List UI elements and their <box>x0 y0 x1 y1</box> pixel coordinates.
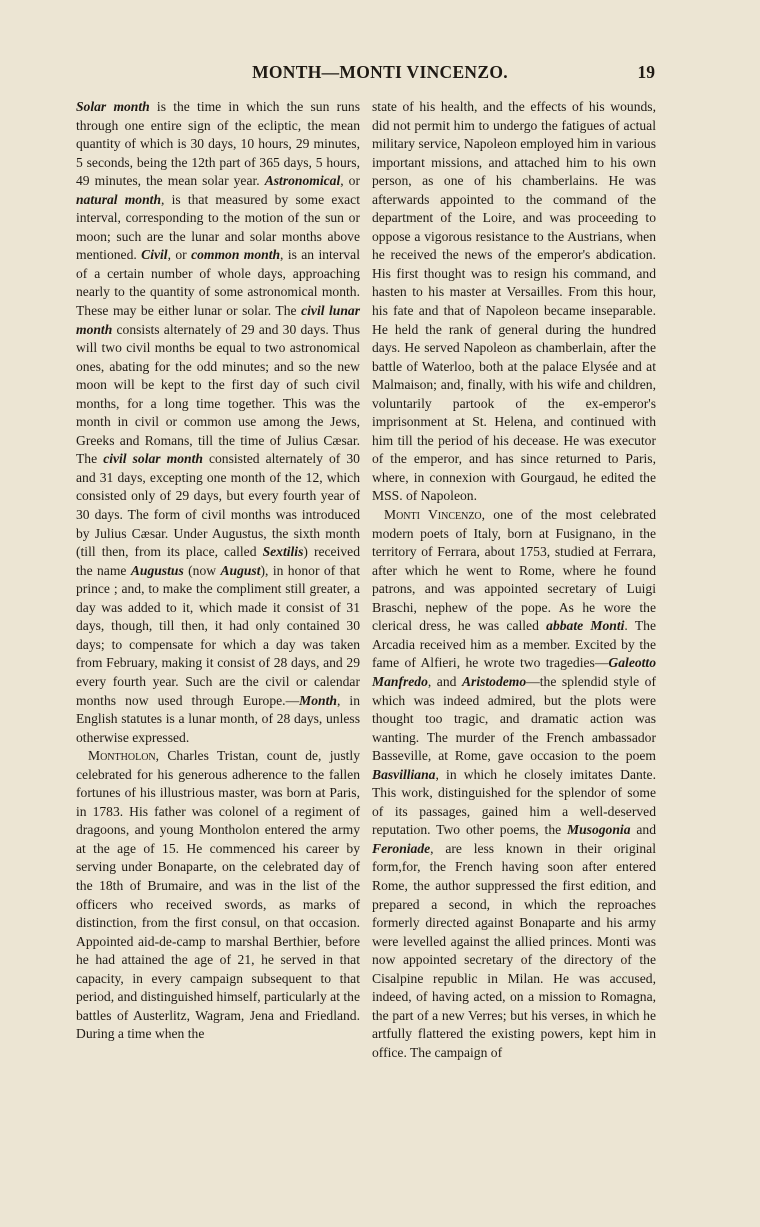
term-civil-solar-month: civil solar month <box>103 451 203 467</box>
text-run: , or <box>340 173 360 189</box>
entry-montholon-continued <box>372 98 656 506</box>
term-natural-month: natural month <box>76 191 162 207</box>
term-august: August <box>220 562 261 578</box>
running-title: MONTH—MONTI VINCENZO. <box>252 62 508 82</box>
entry-monti-vincenzo <box>372 506 656 1062</box>
text-run: (now <box>183 562 221 578</box>
entry-montholon <box>76 747 360 1044</box>
right-column <box>372 98 656 1062</box>
term-common-month: common month <box>191 247 281 263</box>
term-augustus: Augustus <box>130 562 184 578</box>
term-solar-month: Solar month <box>76 99 150 114</box>
text-run: , in English statutes is a lunar month, of 28 days, unless otherwise expressed. <box>76 692 360 745</box>
term-month: Month <box>299 692 337 708</box>
text-run: , or <box>167 247 192 263</box>
text-run: —the splendid style of which was indeed admired, but the plots were thought too tragic, and dramatic action was wanting. The murder of the French ambassador Basseville, at Rome, gave occasion to the poem <box>372 673 656 764</box>
page-number: 19 <box>637 62 655 82</box>
text-run: , and <box>427 673 462 689</box>
term-abbate-monti: abbate Monti <box>546 618 625 634</box>
text-run: , is an interval of a certain number of whole days, approaching nearly to the quantity of some astronomical month. These may be either lunar or solar. The <box>76 247 360 319</box>
term-musogonia: Musogonia <box>567 822 631 838</box>
text-run: , is that measured by some exact interval, corresponding to the motion of the sun or moon; such are the lunar and solar months above mentioned. <box>76 191 360 263</box>
term-feroniade: Feroniade <box>372 840 431 856</box>
text-run: , are less known in their original form,for, the French having soon after entered Rome, the author suppressed the first edition, and prepared a second, in which the reproaches formerly directed against Bonaparte and his army were levelled against the allied princes. Monti was now appointed secretary of the directory of the Cisalpine republic in Milan. He was accused, indeed, of having acted, on a mission to Romagna, the part of a new Verres; but his verses, in which he artfully flattered the existing powers, kept him in office. The campaign of <box>372 840 656 1060</box>
term-sextilis: Sextilis <box>262 544 304 560</box>
text-run: consisted alternately of 30 and 31 days, excepting one month of the 12, which consisted only of 29 days, but every fourth year of 30 days. The form of civil months was introduced by Julius Cæsar. Under Augustus, the sixth month (till then, from its place, called <box>76 451 360 560</box>
term-aristodemo: Aristodemo <box>461 673 527 689</box>
entry-headword-montholon: Montholon <box>88 748 156 764</box>
text-run: , Charles Tristan, count de, justly celebrated for his generous adherence to the fallen fortunes of his illustrious master, was born at Paris, in 1783. His father was colonel of a regiment of dragoons, and young Montholon entered the army at the age of 15. He commenced his career by serving under Bonaparte, on the celebrated day of the 18th of Brumaire, and was in the list of the officers who received swords, as marks of distinction, from the first consul, on that occasion. Appointed aid-de-camp to marshal Berthier, before he had attained the age of 21, he served in that capacity, in every campaign subsequent to that period, and distinguished himself, particularly at the battles of Austerlitz, Wagram, Jena and Friedland. During a time when the <box>76 748 360 1042</box>
text-run: consists alternately of 29 and 30 days. Thus will two civil months be equal to two astronomical ones, abating for the odd minutes; and so the new moon will be kept to the first day of such civil months, for a long time together. This was the month in civil or common use among the Jews, Greeks and Romans, till the time of Julius Cæsar. The <box>76 321 360 467</box>
text-run: , one of the most celebrated modern poets of Italy, born at Fusignano, in the territory of Ferrara, about 1753, studied at Ferrara, after which he went to Rome, where he found patrons, and was appointed secretary of Luigi Braschi, nephew of the pope. As he wore the clerical dress, he was called <box>372 507 656 634</box>
text-run: . The Arcadia received him as a member. Excited by the fame of Alfieri, he wrote two tragedies— <box>372 618 656 671</box>
left-column <box>76 98 360 1044</box>
term-basvilliana: Basvilliana <box>372 766 436 782</box>
running-header <box>0 62 760 86</box>
text-run: state of his health, and the effects of his wounds, did not permit him to undergo the fatigues of actual military service, Napoleon employed him in various important missions, and attached him to his own person, as one of his chamberlains. He was afterwards appointed to the command of the department of the Loire, and was proceeding to oppose a vigorous resistance to the Austrians, when he received the news of the emperor's abdication. His first thought was to resign his command, and hasten to his master at Versailles. From this hour, his fate and that of Napoleon became inseparable. He held the rank of general during the hundred days. He served Napoleon as chamberlain, after the battle of Waterloo, both at the palace Elysée and at Malmaison; and, finally, with his wife and children, voluntarily partook of the ex-emperor's imprisonment at St. Helena, and continued with him till the period of his decease. He was executor of the emperor, and has since returned to Paris, where, in connexion with Gourgaud, he edited the MSS. of Napoleon. <box>372 99 656 504</box>
text-run: ) received the name <box>76 544 360 578</box>
term-astronomical: Astronomical <box>264 173 341 189</box>
entry-solar-month <box>76 98 360 747</box>
term-galeotto-manfredo: Galeotto Manfredo <box>372 655 656 689</box>
text-run: and <box>630 822 656 838</box>
text-run: ), in honor of that prince ; and, to make the compliment still greater, a day was added to it, which made it consist of 31 days, though, till then, it had only contained 30 days; to compensate for which a day was taken from February, making it consist of 28 days, and 29 every fourth year. Such are the civil or calendar months now used through Europe.— <box>76 562 360 708</box>
text-run: is the time in which the sun runs through one entire sign of the ecliptic, the mean quantity of which is 30 days, 10 hours, 29 minutes, 5 seconds, being the 12th part of 365 days, 5 hours, 49 minutes, the mean solar year. <box>76 99 360 189</box>
term-civil-lunar-month: civil lunar month <box>76 303 361 337</box>
entry-headword-monti-vincenzo: Monti Vincenzo <box>384 507 482 523</box>
term-civil: Civil <box>141 247 168 263</box>
text-run: , in which he closely imitates Dante. This work, distinguished for the splendor of some of its passages, gained him a well-deserved reputation. Two other poems, the <box>372 766 656 838</box>
